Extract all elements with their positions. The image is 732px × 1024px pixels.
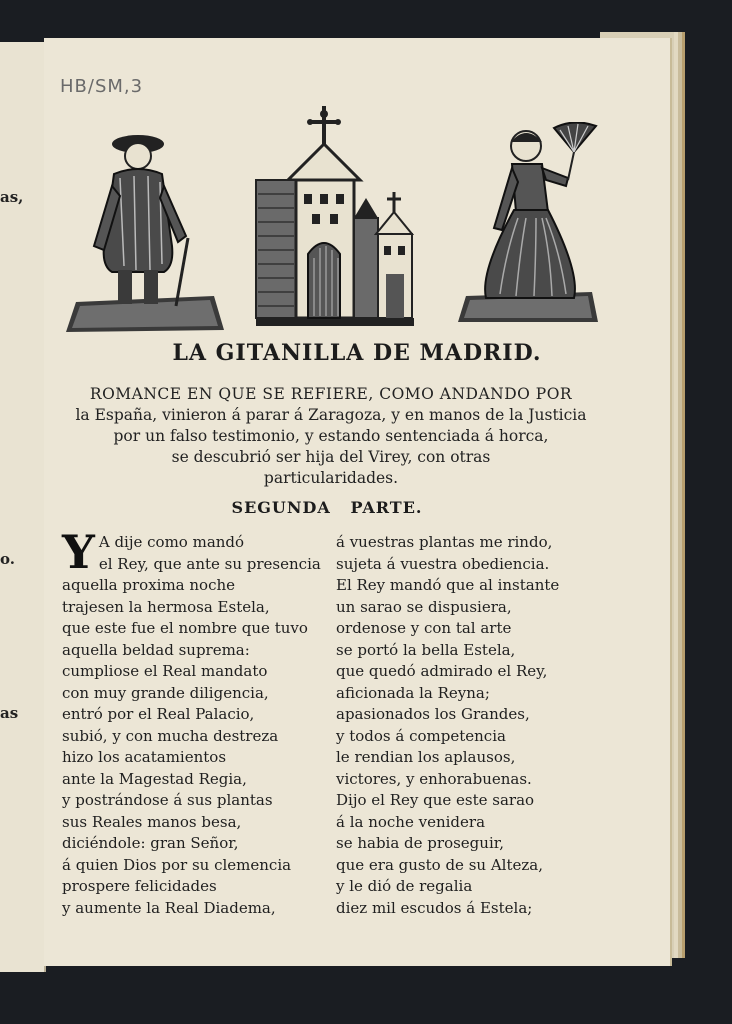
verse-line: y todos á competencia: [336, 726, 506, 745]
verse-line: y le dió de regalia: [336, 877, 473, 895]
verse-line: subió, y con mucha destreza: [62, 726, 279, 745]
verse-line: ordenose y con tal arte: [336, 619, 512, 637]
subtitle: [62, 384, 600, 489]
verse-line: hizo los acatamientos: [62, 748, 227, 766]
verse-line: apasionados los Grandes,: [336, 705, 530, 723]
woodcut-gentleman: [64, 126, 226, 334]
verse-line: aquella beldad suprema:: [62, 640, 250, 659]
subtitle-line: la España, vinieron á parar á Zaragoza, y en manos de la Justicia: [75, 406, 587, 424]
verse-line: y postrándose á sus plantas: [62, 791, 273, 809]
woodcut-lady-with-fan: [456, 122, 604, 324]
verse-line: El Rey mandó que al instante: [336, 576, 560, 594]
verse-line: aficionada la Reyna;: [336, 683, 490, 702]
verse-line: prospere felicidades: [62, 877, 217, 895]
subtitle-line: se descubrió ser hija del Virey, con otras: [171, 448, 491, 466]
verse-line: se portó la bella Estela,: [336, 640, 516, 659]
facing-page-fragment: as: [0, 704, 19, 722]
verse-line: cumpliose el Real mandato: [62, 662, 268, 680]
facing-page-fragment: as,: [0, 188, 24, 206]
verse-line: que este fue el nombre que tuvo: [62, 619, 308, 637]
subtitle-line: por un falso testimonio, y estando sentenciada á horca,: [113, 427, 549, 445]
verse-line: diez mil escudos á Estela;: [336, 898, 533, 917]
pamphlet-page: [44, 38, 672, 966]
verse-line: ante la Magestad Regia,: [62, 769, 247, 788]
verse-line: le rendian los aplausos,: [336, 748, 516, 766]
verse-line: que era gusto de su Alteza,: [336, 855, 543, 874]
verse-line: trajesen la hermosa Estela,: [62, 597, 270, 616]
verse-line: que quedó admirado el Rey,: [336, 662, 548, 680]
verse-line: á la noche venidera: [336, 812, 486, 831]
facing-page-fragment: o.: [0, 550, 15, 568]
facing-page-edge: [0, 42, 46, 972]
woodcut-church: [254, 102, 416, 328]
verse-line: entró por el Real Palacio,: [62, 705, 255, 723]
page-title: LA GITANILLA DE MADRID.: [172, 340, 542, 366]
subtitle-line: ROMANCE EN QUE SE REFIERE, COMO ANDANDO POR: [89, 385, 573, 403]
part-heading: SEGUNDA PARTE.: [231, 498, 423, 517]
verse-line: se habia de proseguir,: [336, 834, 505, 852]
verse-line: sujeta á vuestra obediencia.: [336, 554, 550, 573]
verse-line: victores, y enhorabuenas.: [336, 769, 532, 788]
shelfmark: HB/SM,3: [60, 76, 144, 97]
verse-line: un sarao se dispusiera,: [336, 597, 512, 616]
verse-line: aquella proxima noche: [62, 576, 236, 594]
verse-line: con muy grande diligencia,: [62, 683, 269, 702]
verse-line: sus Reales manos besa,: [62, 812, 242, 831]
verse-line: diciéndole: gran Señor,: [62, 834, 239, 852]
subtitle-line: particularidades.: [263, 469, 399, 487]
verse-line: Dijo el Rey que este sarao: [336, 791, 535, 809]
verse-column-right: [336, 532, 606, 919]
verse-line: á quien Dios por su clemencia: [62, 855, 292, 874]
verse-column-left: [62, 525, 332, 919]
drop-cap: Y: [62, 525, 95, 579]
verse-line-text: A dije como mandó: [98, 533, 245, 551]
verse-line: el Rey, que ante su presencia: [98, 554, 321, 573]
verse-line: á vuestras plantas me rindo,: [336, 533, 553, 551]
verse-line: y aumente la Real Diadema,: [62, 898, 276, 917]
